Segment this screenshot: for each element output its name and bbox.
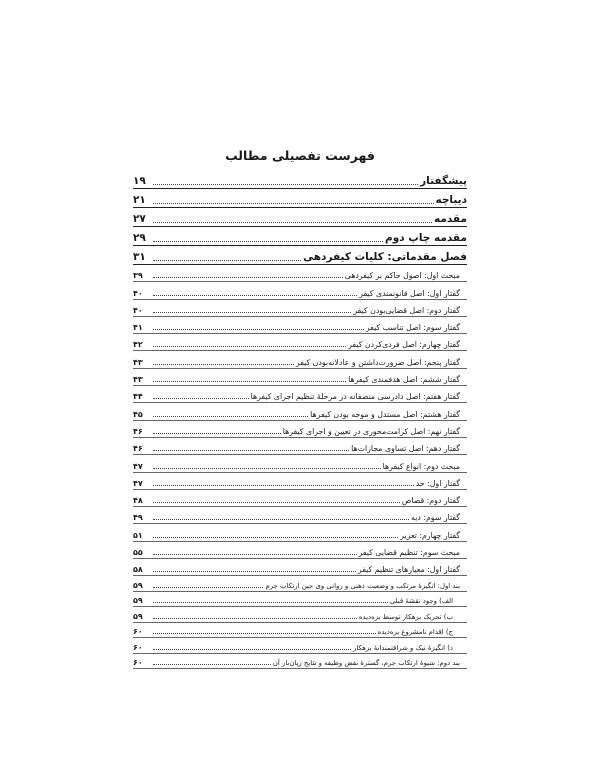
toc-page-number: ۲۹ xyxy=(133,232,146,244)
toc-entry-title: د) انگیزهٔ نیک و شرافتمندانهٔ بزهکار xyxy=(353,643,453,652)
toc-entry-title: دیباچه xyxy=(435,194,467,206)
toc-entry[interactable] xyxy=(133,422,467,439)
toc-page-number: ۴۱ xyxy=(133,323,143,333)
toc-entry-title: گفتار هشتم: اصل مستدل و موجه بودن کیفرها xyxy=(310,409,460,419)
toc-page-number: ۴۴ xyxy=(133,392,143,402)
toc-entry-title: مبحث سوم: تنظیم قضایی کیفر xyxy=(358,548,460,558)
dot-leader xyxy=(153,502,400,503)
dot-leader xyxy=(153,346,346,347)
toc-entry-title: گفتار چهارم: اصل فردی‌کردن کیفر xyxy=(348,340,460,350)
toc-entry-title: گفتار اول: معیارهای تنظیم کیفر xyxy=(357,565,460,575)
toc-page-number: ۵۹ xyxy=(133,596,143,606)
dot-leader xyxy=(153,587,263,588)
toc-entry-title: فصل مقدماتی: کلیات کیفردهی xyxy=(303,251,467,263)
toc-entry[interactable] xyxy=(133,301,467,318)
dot-leader xyxy=(153,295,357,296)
toc-page-number: ۵۸ xyxy=(133,565,143,575)
toc-entry[interactable] xyxy=(133,266,467,283)
dot-leader xyxy=(153,537,398,538)
dot-leader xyxy=(153,554,357,555)
toc-entry[interactable] xyxy=(133,171,467,190)
toc-entry-title: مبحث دوم: انواع کیفرها xyxy=(382,461,460,471)
dot-leader xyxy=(153,416,308,417)
toc-entry[interactable] xyxy=(133,190,467,209)
toc-entry[interactable] xyxy=(133,593,467,609)
toc-entry-title: گفتار دهم: اصل تساوی مجازات‌ها xyxy=(351,444,460,454)
toc-entry-title: گفتار سوم: اصل تناسب کیفر xyxy=(365,323,460,333)
dot-leader xyxy=(153,664,271,665)
page-title: فهرست تفصیلی مطالب xyxy=(225,148,375,163)
dot-leader xyxy=(153,222,432,223)
toc-page-number: ۶۰ xyxy=(133,627,143,637)
toc-entry[interactable] xyxy=(133,608,467,624)
dot-leader xyxy=(153,649,351,650)
dot-leader xyxy=(153,260,301,261)
toc-entry[interactable] xyxy=(133,624,467,640)
toc-entry-title: گفتار ششم: اصل هدفمندی کیفرها xyxy=(348,375,460,385)
toc-entry-title: گفتار اول: اصل قانونمندی کیفر xyxy=(359,288,460,298)
dot-leader xyxy=(153,633,376,634)
toc-page-number: ۶۰ xyxy=(133,658,143,668)
dot-leader xyxy=(153,485,414,486)
toc-entry[interactable] xyxy=(133,474,467,491)
toc-entry[interactable] xyxy=(133,370,467,387)
dot-leader xyxy=(153,398,249,399)
dot-leader xyxy=(153,519,409,520)
toc-page-number: ۱۹ xyxy=(133,175,146,187)
dot-leader xyxy=(153,433,281,434)
toc-page-number: ۲۷ xyxy=(133,213,146,225)
toc-entry[interactable] xyxy=(133,639,467,655)
toc-entry-title: بند اول: انگیزهٔ مرتکب و وضعیت ذهنی و روانی وی حین ارتکاب جرم xyxy=(265,581,460,590)
dot-leader xyxy=(153,203,434,204)
toc-page-number: ۴۰ xyxy=(133,305,143,315)
toc-page-number: ۴۶ xyxy=(133,426,143,436)
toc-entry[interactable] xyxy=(133,209,467,228)
toc-entry-title: گفتار اول: حد xyxy=(415,478,460,488)
toc-entry-title: مقدمه چاپ دوم xyxy=(385,232,467,244)
toc-entry[interactable] xyxy=(133,508,467,525)
dot-leader xyxy=(153,241,383,242)
dot-leader xyxy=(153,602,388,603)
toc-page-number: ۲۱ xyxy=(133,194,146,206)
toc-entry[interactable] xyxy=(133,525,467,542)
toc-entry[interactable] xyxy=(133,387,467,404)
toc-entry[interactable] xyxy=(133,352,467,369)
toc-entry-title: گفتار هفتم: اصل دادرسی منصفانه در مرحلهٔ تنظیم اجرای کیفرها xyxy=(250,392,460,402)
dot-leader xyxy=(153,184,418,185)
toc-entry[interactable] xyxy=(133,404,467,421)
toc-page-number: ۴۵ xyxy=(133,409,143,419)
toc-entry-title: گفتار چهارم: تعزیر xyxy=(400,530,460,540)
toc-page-number: ۴۷ xyxy=(133,461,143,471)
toc-page-number: ۳۱ xyxy=(133,251,146,263)
dot-leader xyxy=(153,277,343,278)
toc-page-number: ۴۲ xyxy=(133,340,143,350)
toc-entry[interactable] xyxy=(133,283,467,300)
toc-entry-title: الف) وجود نقشهٔ قبلی xyxy=(389,597,453,606)
toc-entry[interactable] xyxy=(133,491,467,508)
toc-page-number: ۴۳ xyxy=(133,375,143,385)
dot-leader xyxy=(153,381,346,382)
toc-entry[interactable] xyxy=(133,228,467,247)
toc-entry-title: گفتار دوم: اصل قضایی‌بودن کیفر xyxy=(353,305,460,315)
toc-entry-title: گفتار سوم: دیه xyxy=(411,513,460,523)
dot-leader xyxy=(153,571,356,572)
toc-entry-title: ب) تحریک بزهکار توسط بزه‌دیده xyxy=(358,612,453,621)
toc-entry-title: گفتار نهم: اصل کرامت‌محوری در تعیین و اجرای کیفرها xyxy=(282,426,460,436)
toc-page-number: ۵۹ xyxy=(133,580,143,590)
dot-leader xyxy=(153,312,351,313)
toc-entry-title: گفتار دوم: قصاص xyxy=(401,496,460,506)
toc-entry[interactable] xyxy=(133,560,467,577)
toc-page-number: ۴۳ xyxy=(133,357,143,367)
toc-page-number: ۴۹ xyxy=(133,513,143,523)
toc-entry-title: مبحث اول: اصول حاکم بر کیفردهی xyxy=(344,271,460,281)
toc-page-number: ۳۹ xyxy=(133,271,143,281)
toc-page-number: ۴۶ xyxy=(133,444,143,454)
toc-entry-title: بند دوم: شیوهٔ ارتکاب جرم، گسترهٔ نقض وظیفه و نتایج زیان‌بار آن xyxy=(272,659,460,668)
toc-entry-title: پیشگفتار xyxy=(420,175,467,187)
toc-entry[interactable] xyxy=(133,543,467,560)
toc-entry[interactable] xyxy=(133,456,467,473)
toc-entry-title: ج) اقدام نامشروع بزه‌دیده xyxy=(377,628,453,637)
toc-page-number: ۴۸ xyxy=(133,496,143,506)
toc-entry-title: گفتار پنجم: اصل ضرورت‌داشتن و عادلانه‌بودن کیفر xyxy=(295,357,460,367)
toc-entry-title: مقدمه xyxy=(434,213,467,225)
table-of-contents xyxy=(133,171,467,670)
toc-entry[interactable] xyxy=(133,439,467,456)
dot-leader xyxy=(153,450,349,451)
toc-entry[interactable] xyxy=(133,335,467,352)
dot-leader xyxy=(153,329,364,330)
toc-entry[interactable] xyxy=(133,577,467,593)
toc-entry[interactable] xyxy=(133,247,467,266)
toc-page-number: ۵۹ xyxy=(133,611,143,621)
toc-entry[interactable] xyxy=(133,655,467,671)
dot-leader xyxy=(153,468,381,469)
toc-page-number: ۶۰ xyxy=(133,642,143,652)
toc-page-number: ۵۱ xyxy=(133,530,143,540)
toc-page-number: ۴۷ xyxy=(133,478,143,488)
dot-leader xyxy=(153,364,294,365)
dot-leader xyxy=(153,618,357,619)
toc-page-number: ۵۵ xyxy=(133,548,143,558)
toc-entry[interactable] xyxy=(133,318,467,335)
toc-page-number: ۴۰ xyxy=(133,288,143,298)
